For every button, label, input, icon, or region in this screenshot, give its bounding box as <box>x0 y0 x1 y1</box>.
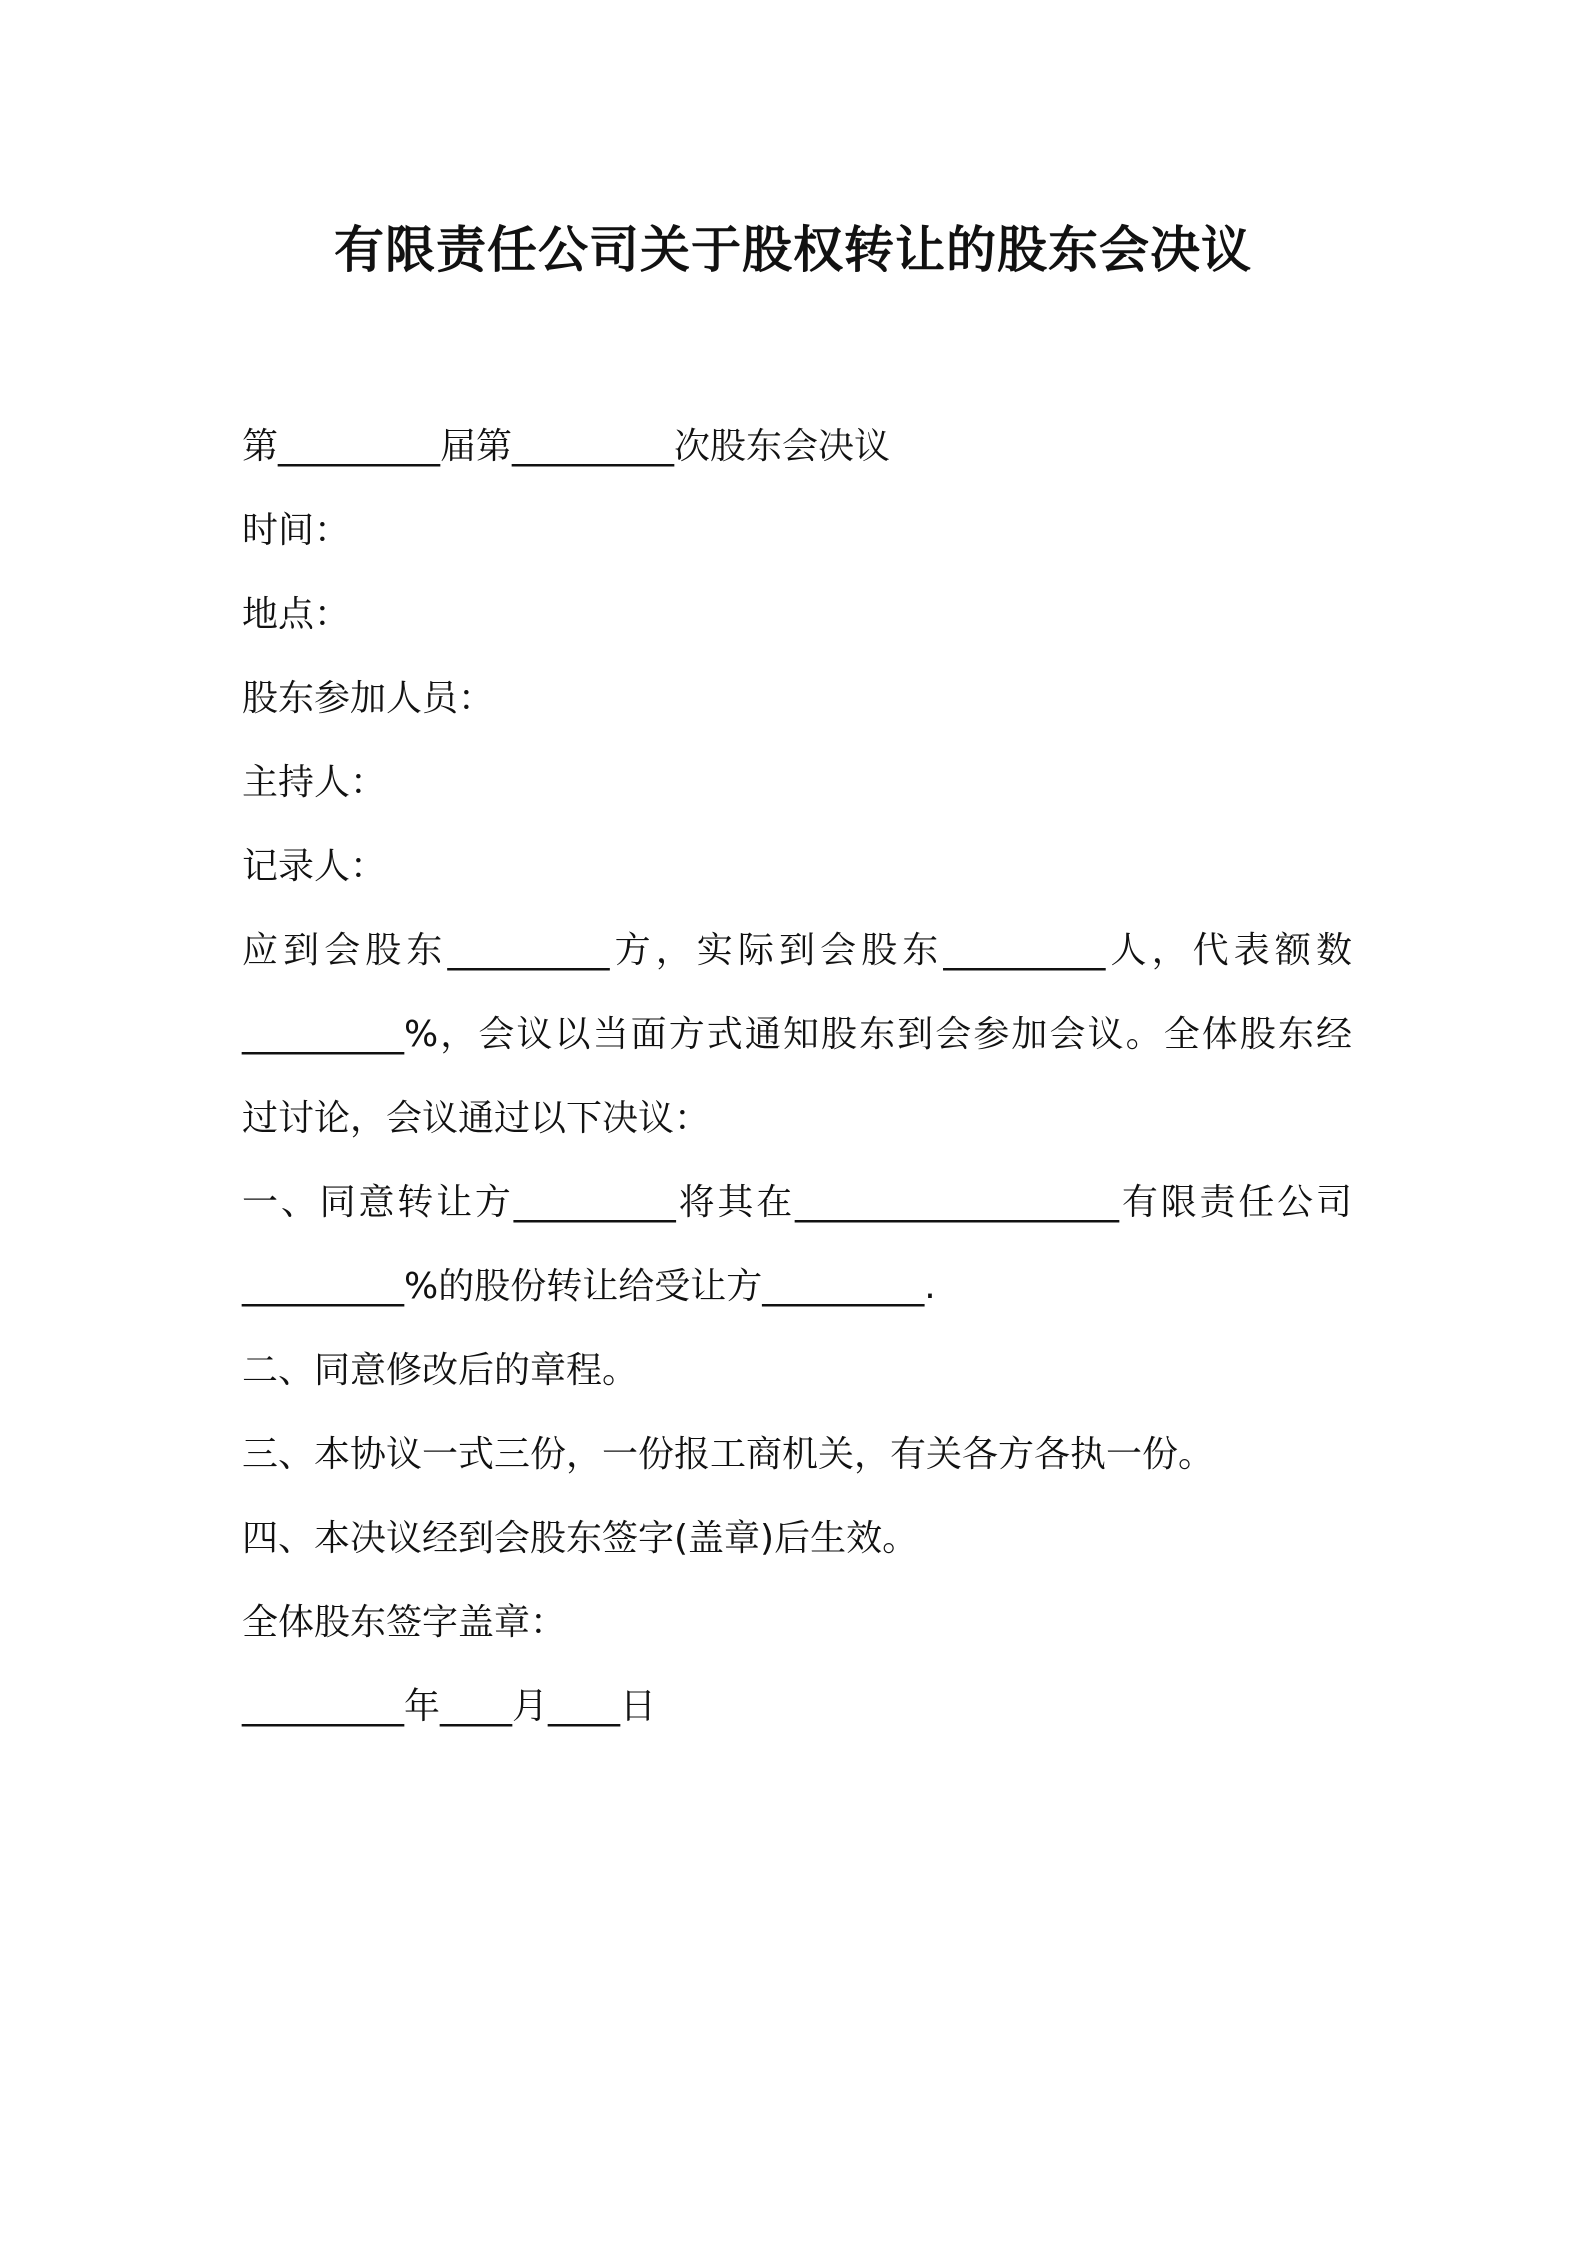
place-field: 地点： <box>242 594 351 635</box>
resolution-item-2: 二、同意修改后的章程。 <box>242 1350 639 1391</box>
host-field: 主持人： <box>242 762 387 803</box>
paragraph-attendance-line-2: _________%，会议以当面方式通知股东到会参加会议。全体股东经 <box>242 1014 1352 1055</box>
signature-label: 全体股东签字盖章： <box>242 1602 567 1643</box>
resolution-item-3: 三、本协议一式三份，一份报工商机关，有关各方各执一份。 <box>242 1434 1215 1475</box>
paragraph-attendance-line-1: 应到会股东_________方，实际到会股东_________人，代表额数 <box>242 930 1352 971</box>
recorder-field: 记录人： <box>242 846 387 887</box>
document-body <box>242 405 1352 1749</box>
resolution-item-1-line-2: _________%的股份转让给受让方_________. <box>242 1266 936 1307</box>
resolution-item-4: 四、本决议经到会股东签字(盖章)后生效。 <box>242 1518 919 1559</box>
paragraph-attendance-line-3: 过讨论，会议通过以下决议： <box>242 1098 711 1139</box>
resolution-item-1-line-1: 一、同意转让方_________将其在__________________有限责任公司 <box>242 1182 1352 1223</box>
time-field: 时间： <box>242 510 351 551</box>
attendees-field: 股东参加人员： <box>242 678 495 719</box>
session-line: 第_________届第_________次股东会决议 <box>242 426 891 467</box>
date-line: _________年____月____日 <box>242 1686 656 1727</box>
document-title: 有限责任公司关于股权转让的股东会决议 <box>334 221 1252 279</box>
